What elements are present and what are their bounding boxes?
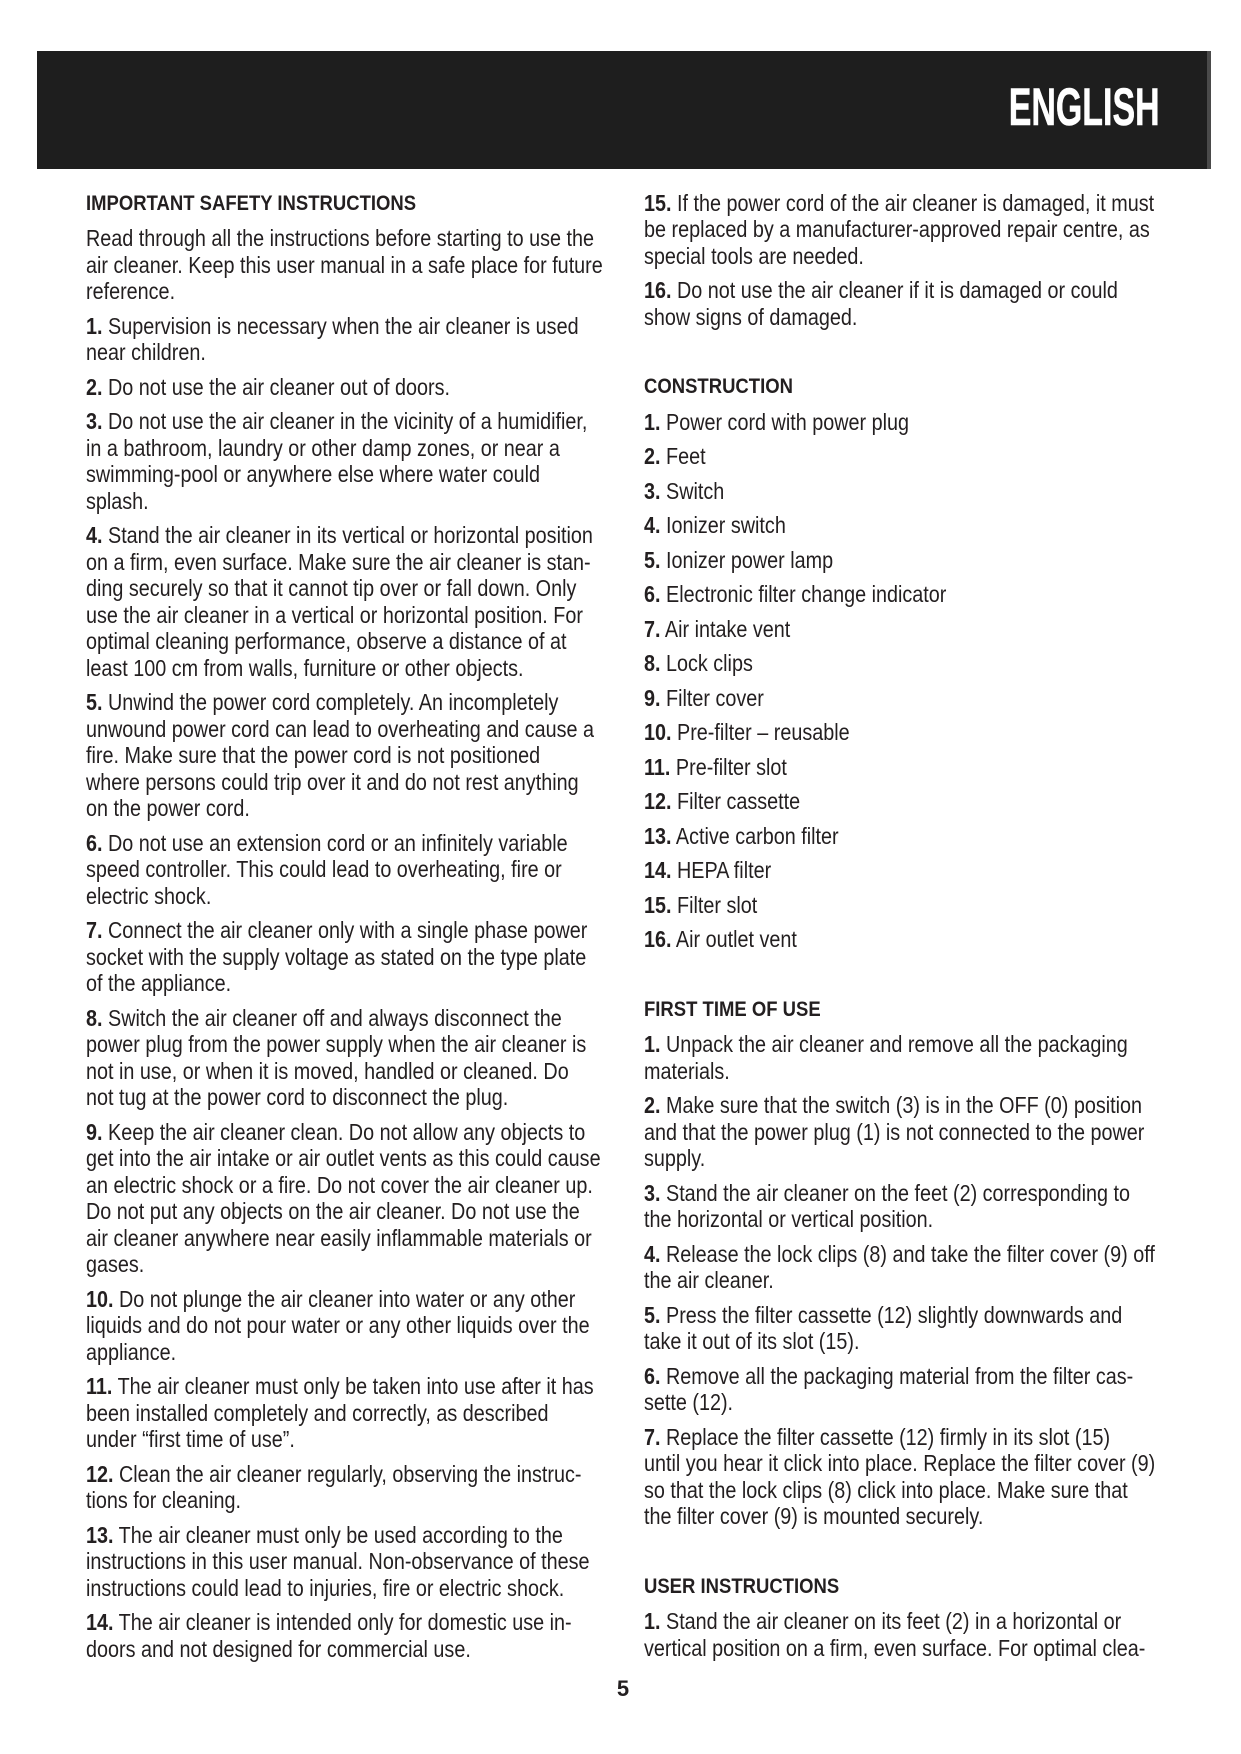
text-line [644,1092,1169,1119]
text-line [86,716,611,743]
line-text: on a firm, even surface. Make sure the air cleaner is stan- [86,548,591,575]
line-text: HEPA filter [677,857,772,883]
item-number: 9. [86,1118,103,1145]
text-line [644,190,1169,217]
text-line [644,650,1169,677]
language-label: ENGLISH [1009,78,1160,137]
line-text: Power cord with power plug [665,408,909,435]
text-line [86,830,611,857]
list-item [644,1031,1169,1084]
line-text: Switch the air cleaner off and always disconnect the [107,1004,562,1031]
line-text: Switch [665,477,725,504]
line-text: of the appliance. [86,970,232,996]
text-line [644,1503,1169,1530]
line-text: in a bathroom, laundry or other damp zones, or near a [86,434,560,461]
text-line [86,1251,611,1278]
text-line [644,1058,1169,1085]
line-text: Press the filter cassette (12) slightly downwards and [665,1301,1123,1328]
item-number: 13. [86,1521,114,1548]
text-line [644,478,1169,505]
text-line [644,1635,1169,1662]
line-text: so that the lock clips (8) click into place. Make sure that [644,1476,1128,1503]
section-user-instructions [644,1573,1169,1662]
text-line [86,628,611,655]
text-line [644,1328,1169,1355]
line-text: Make sure that the switch (3) is in the OFF (0) position [665,1092,1142,1118]
list-item [86,408,611,514]
text-line [86,374,611,401]
line-text: not tug at the power cord to disconnect the plug. [86,1084,509,1110]
item-number: 12. [86,1460,114,1487]
line-text: instructions could lead to injuries, fire or electric shock. [86,1574,565,1601]
line-text: liquids and do not pour water or any other liquids over the [86,1312,590,1338]
text-line [86,1636,611,1663]
left-column [86,190,611,1671]
line-text: ding securely so that it cannot tip over or fall down. Only [86,575,577,601]
line-text: Electronic filter change indicator [665,581,947,607]
text-line [86,944,611,971]
line-text: on the power cord. [86,795,250,821]
list-item [644,857,1169,884]
line-text: speed controller. This could lead to overheating, fire or [86,856,562,882]
line-text: the filter cover (9) is mounted securely. [644,1503,984,1529]
text-line [86,1522,611,1549]
text-line [644,1302,1169,1329]
text-line [644,1450,1169,1477]
line-text: Clean the air cleaner regularly, observing the instruc- [119,1460,582,1487]
header-bar [37,51,1207,169]
text-line [644,754,1169,781]
text-line [86,883,611,910]
line-text: where persons could trip over it and do not rest anything [86,768,579,795]
item-number: 3. [86,408,103,434]
list-item [86,1522,611,1602]
line-text: under “first time of use”. [86,1426,295,1452]
text-line [86,522,611,549]
text-line [86,1426,611,1453]
list-item [644,926,1169,953]
text-line [86,970,611,997]
list-item [86,1373,611,1453]
list-item [644,788,1169,815]
line-text: Release the lock clips (8) and take the filter cover (9) off [665,1240,1155,1267]
line-text: gases. [86,1251,145,1277]
line-text: Lock clips [665,650,753,676]
item-number: 6. [644,1362,661,1389]
line-text: least 100 cm from walls, furniture or other objects. [86,654,524,681]
item-number: 14. [86,1609,114,1635]
header-bar-edge [1207,51,1211,169]
text-line [86,225,611,252]
line-text: Unwind the power cord completely. An incompletely [107,689,559,715]
text-line [86,1609,611,1636]
line-text: The air cleaner must only be taken into use after it has [117,1373,594,1399]
list-item [86,917,611,997]
text-line [86,1373,611,1400]
line-text: Filter cassette [677,788,801,814]
line-text: an electric shock or a fire. Do not cover the air cleaner up. [86,1171,593,1198]
text-line [86,1031,611,1058]
line-text: Air outlet vent [675,926,797,952]
line-text: Do not use the air cleaner in the vicinity of a humidifier, [107,408,588,434]
list-item [644,581,1169,608]
line-text: Do not use an extension cord or an infinitely variable [107,829,568,856]
item-number: 10. [644,719,672,745]
line-text: splash. [86,487,149,514]
text-line [644,1119,1169,1146]
item-number: 6. [644,581,661,607]
line-text: Replace the filter cassette (12) firmly in its slot (15) [665,1423,1111,1450]
text-line [644,1267,1169,1294]
text-line [86,856,611,883]
line-text: Stand the air cleaner on the feet (2) corresponding to [665,1179,1131,1206]
section-important-safety-instructions [86,190,611,1663]
list-item [86,689,611,822]
text-line [86,1575,611,1602]
text-line [86,549,611,576]
text-line [644,1031,1169,1058]
text-line [644,857,1169,884]
section-heading: FIRST TIME OF USE [644,996,821,1021]
line-text: reference. [86,278,176,304]
line-text: Do not use the air cleaner if it is damaged or could [677,277,1118,303]
list-item [644,1608,1169,1661]
text-line [644,1424,1169,1451]
line-text: instructions in this user manual. Non-observance of these [86,1548,590,1574]
text-line [86,1198,611,1225]
text-line [644,512,1169,539]
line-text: supply. [644,1145,706,1171]
text-line [644,1241,1169,1268]
line-text: been installed completely and correctly, as described [86,1399,549,1426]
line-text: doors and not designed for commercial use. [86,1635,471,1662]
line-text: Do not use the air cleaner out of doors. [107,373,450,400]
item-number: 4. [644,512,661,538]
text-line [86,1286,611,1313]
line-text: show signs of damaged. [644,303,858,330]
list-item [644,892,1169,919]
item-number: 4. [86,522,103,548]
text-line [86,435,611,462]
item-number: 3. [644,477,661,504]
list-item [644,754,1169,781]
line-text: unwound power cord can lead to overheating and cause a [86,715,595,742]
item-number: 13. [644,822,672,849]
line-text: The air cleaner is intended only for domestic use in- [118,1609,572,1635]
list-item [644,685,1169,712]
section-first-time-of-use [644,996,1169,1530]
right-column [644,190,1169,1670]
text-line [86,602,611,629]
line-text: vertical position on a firm, even surface. For optimal clea- [644,1634,1146,1661]
item-number: 11. [86,1373,113,1399]
text-line [86,1339,611,1366]
item-number: 15. [644,891,672,918]
text-line [644,1180,1169,1207]
list-item [644,547,1169,574]
text-line [86,339,611,366]
item-number: 2. [644,1092,661,1118]
line-text: Do not put any objects on the air cleaner. Do not use the [86,1198,580,1224]
item-number: 5. [644,1301,661,1328]
text-line [644,926,1169,953]
text-line [86,408,611,435]
item-number: 2. [644,443,661,469]
text-line [644,1389,1169,1416]
item-number: 16. [644,277,672,303]
line-text: near children. [86,339,206,365]
line-text: take it out of its slot (15). [644,1328,860,1354]
text-line [86,742,611,769]
line-text: Filter cover [665,684,764,711]
list-item [86,1286,611,1366]
text-line [644,1145,1169,1172]
list-item [86,1461,611,1514]
list-item [86,313,611,366]
list-item [644,616,1169,643]
text-line [644,685,1169,712]
text-line [644,788,1169,815]
line-text: Keep the air cleaner clean. Do not allow any objects to [107,1118,586,1145]
text-line [86,769,611,796]
text-line [644,719,1169,746]
line-text: Stand the air cleaner on its feet (2) in a horizontal or [665,1608,1122,1634]
text-line [86,461,611,488]
text-line [86,1058,611,1085]
list-item [644,512,1169,539]
list-item [644,650,1169,677]
item-number: 1. [644,1608,661,1634]
text-line [86,1400,611,1427]
text-line [644,1206,1169,1233]
line-text: air cleaner. Keep this user manual in a safe place for future [86,251,603,278]
list-item [644,190,1169,270]
list-item [644,277,1169,330]
line-text: Filter slot [677,891,758,918]
item-number: 1. [86,312,103,339]
list-item [644,823,1169,850]
line-text: power plug from the power supply when the air cleaner is [86,1031,587,1057]
line-text: Ionizer power lamp [665,546,834,573]
text-line [644,547,1169,574]
line-text: electric shock. [86,882,212,909]
line-text: the horizontal or vertical position. [644,1206,934,1232]
line-text: and that the power plug (1) is not connected to the power [644,1118,1145,1145]
line-text: fire. Make sure that the power cord is not positioned [86,742,541,768]
line-text: air cleaner anywhere near easily inflammable materials or [86,1224,592,1251]
text-line [86,488,611,515]
list-item [86,830,611,910]
list-item [644,1092,1169,1172]
text-line [86,1084,611,1111]
item-number: 5. [86,689,103,715]
section-construction [644,373,1169,953]
line-text: Ionizer switch [665,512,786,538]
text-line [86,1005,611,1032]
text-line [86,575,611,602]
text-line [644,1477,1169,1504]
line-text: not in use, or when it is moved, handled or cleaned. Do [86,1057,569,1084]
text-line [86,1487,611,1514]
item-number: 7. [644,1423,661,1450]
line-text: socket with the supply voltage as stated on the type plate [86,943,587,970]
section-heading: CONSTRUCTION [644,374,793,398]
line-text: Remove all the packaging material from the filter cas- [665,1362,1134,1389]
list-item [644,443,1169,470]
text-line [86,655,611,682]
text-line [86,313,611,340]
line-text: until you hear it click into place. Replace the filter cover (9) [644,1450,1156,1476]
text-line [86,1172,611,1199]
text-line [86,689,611,716]
text-line [644,409,1169,436]
line-text: Pre-filter slot [675,753,787,780]
line-text: appliance. [86,1338,177,1365]
item-number: 15. [644,189,672,216]
text-line [644,616,1169,643]
line-text: materials. [644,1057,730,1084]
item-number: 7. [86,917,103,943]
list-item [644,719,1169,746]
line-text: Feet [665,443,706,469]
list-item [644,1424,1169,1530]
page-number: 5 [616,1676,630,1701]
item-number: 7. [644,615,661,642]
list-item [644,478,1169,505]
item-number: 3. [644,1179,661,1206]
item-number: 2. [86,373,103,400]
line-text: Unpack the air cleaner and remove all the packaging [665,1031,1128,1057]
list-item [86,1119,611,1278]
line-text: Pre-filter – reusable [677,719,850,745]
item-number: 1. [644,408,661,435]
line-text: Supervision is necessary when the air cleaner is used [107,312,579,339]
item-number: 6. [86,829,103,856]
text-line [86,1461,611,1488]
item-number: 8. [86,1004,103,1031]
text-line [644,1608,1169,1635]
item-number: 10. [86,1285,114,1312]
text-line [644,892,1169,919]
line-text: the air cleaner. [644,1267,774,1293]
text-line [86,1145,611,1172]
line-text: tions for cleaning. [86,1487,242,1513]
item-number: 1. [644,1031,661,1057]
item-number: 16. [644,926,672,952]
text-line [644,243,1169,270]
text-line [86,1119,611,1146]
item-number: 8. [644,650,661,676]
text-line [644,216,1169,243]
line-text: Connect the air cleaner only with a single phase power [107,917,588,943]
line-text: Do not plunge the air cleaner into water or any other [119,1285,576,1312]
list-item [86,374,611,401]
section-heading: IMPORTANT SAFETY INSTRUCTIONS [86,190,417,215]
text-line [644,277,1169,304]
list-item [644,1241,1169,1294]
line-text: use the air cleaner in a vertical or horizontal position. For [86,601,583,628]
list-item [86,522,611,681]
line-text: swimming-pool or anywhere else where water could [86,461,541,487]
list-item [86,1609,611,1662]
text-line [86,1225,611,1252]
list-item [644,1363,1169,1416]
line-text: sette (12). [644,1389,734,1415]
list-item [644,1302,1169,1355]
line-text: Active carbon filter [675,822,839,849]
list-item [644,1180,1169,1233]
line-text: If the power cord of the air cleaner is damaged, it must [677,189,1155,216]
item-number: 4. [644,1240,661,1267]
section-continued [644,190,1169,331]
item-number: 12. [644,788,672,814]
list-item [86,1005,611,1111]
list-item [644,409,1169,436]
section-heading: USER INSTRUCTIONS [644,1573,840,1598]
text-line [644,304,1169,331]
text-line [86,1548,611,1575]
line-text: Read through all the instructions before starting to use the [86,225,595,251]
line-text: get into the air intake or air outlet vents as this could cause [86,1145,601,1171]
line-text: Air intake vent [664,615,791,642]
item-number: 9. [644,684,661,711]
text-line [644,443,1169,470]
line-text: be replaced by a manufacturer-approved repair centre, as [644,216,1150,242]
item-number: 5. [644,546,661,573]
text-line [644,1363,1169,1390]
line-text: The air cleaner must only be used according to the [118,1521,563,1548]
text-line [86,1312,611,1339]
text-line [86,252,611,279]
line-text: Stand the air cleaner in its vertical or horizontal position [107,522,593,548]
line-text: special tools are needed. [644,242,864,269]
text-line [644,823,1169,850]
line-text: optimal cleaning performance, observe a distance of at [86,628,567,654]
item-number: 11. [644,753,671,780]
item-number: 14. [644,857,672,883]
text-line [86,917,611,944]
text-line [644,581,1169,608]
intro-paragraph [86,225,611,305]
text-line [86,795,611,822]
text-line [86,278,611,305]
